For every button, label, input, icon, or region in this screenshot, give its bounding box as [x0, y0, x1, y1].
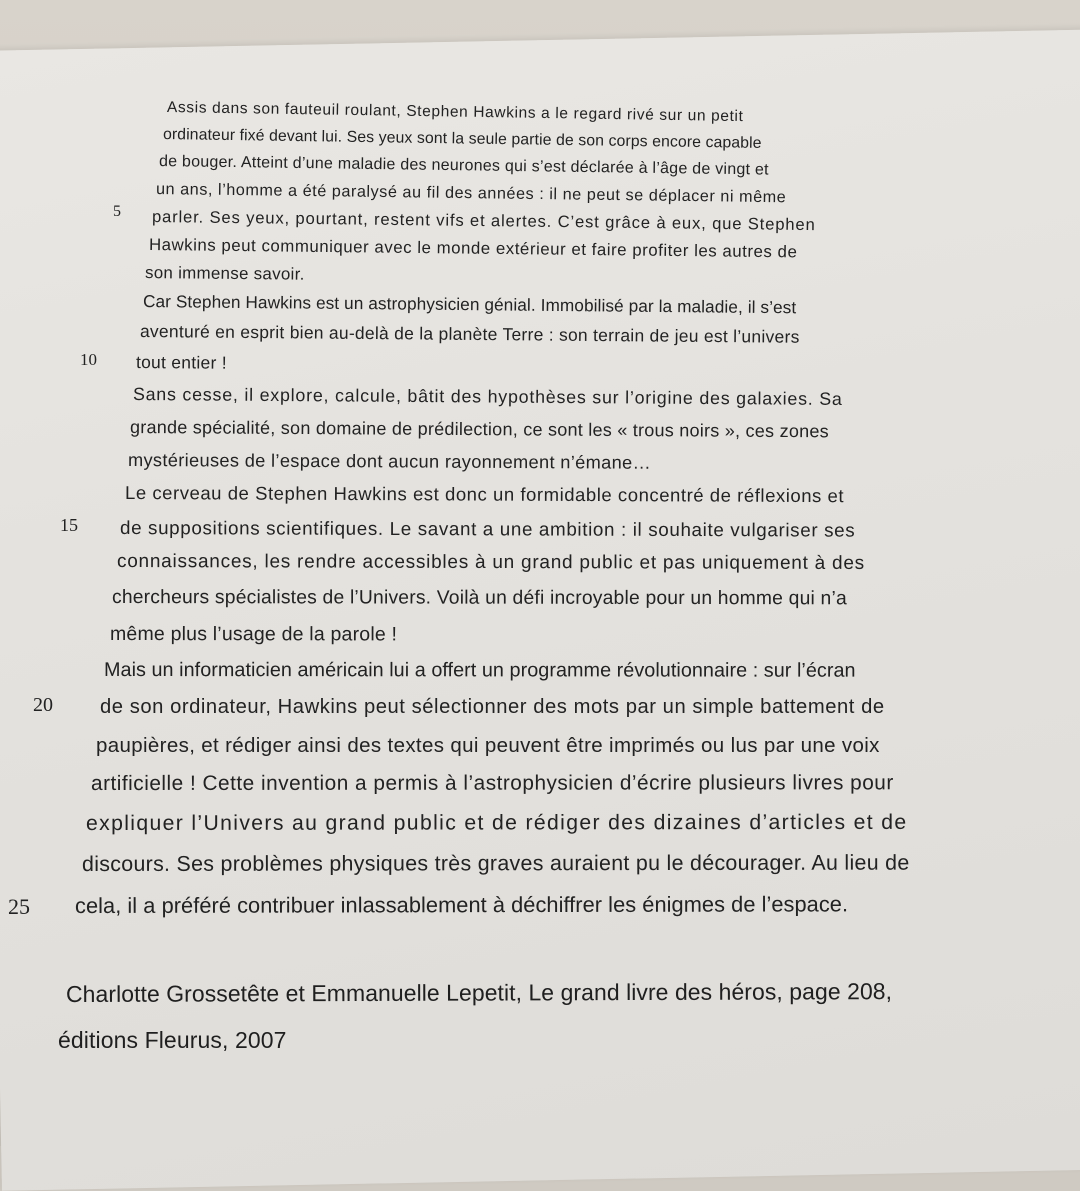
text-line: Mais un informaticien américain lui a offert un programme révolutionnaire : sur l’écran	[103, 659, 856, 682]
text-line: aventuré en esprit bien au-delà de la planète Terre : son terrain de jeu est l’univers	[139, 321, 800, 347]
text-line: chercheurs spécialistes de l’Univers. Voilà un défi incroyable pour un homme qui n’a	[111, 587, 847, 610]
text-line: de bouger. Atteint d’une maladie des neurones qui s’est déclarée à l’âge de vingt et	[158, 153, 769, 179]
text-line: expliquer l’Univers au grand public et de rédiger des dizaines d’articles et de	[85, 810, 908, 835]
text-line: tout entier !	[135, 352, 227, 373]
text-line: Sans cesse, il explore, calcule, bâtit des hypothèses sur l’origine des galaxies. Sa	[132, 384, 843, 409]
text-line: mystérieuses de l’espace dont aucun rayonnement n’émane…	[127, 450, 652, 473]
text-line: discours. Ses problèmes physiques très graves auraient pu le décourager. Au lieu de	[81, 850, 910, 876]
text-line: son immense savoir.	[144, 263, 305, 284]
line-number-5: 5	[113, 203, 121, 220]
text-line: de son ordinateur, Hawkins peut sélectionner des mots par un simple battement de	[100, 696, 885, 718]
text-line: Le cerveau de Stephen Hawkins est donc un formidable concentré de réflexions et	[124, 482, 845, 507]
text-line: Hawkins peut communiquer avec le monde extérieur et faire profiter les autres de	[148, 235, 798, 262]
text-line: un ans, l’homme a été paralysé au fil des années : il ne peut se déplacer ni même	[155, 180, 787, 207]
text-line: même plus l’usage de la parole !	[109, 623, 398, 646]
text-line: de suppositions scientifiques. Le savant a une ambition : il souhaite vulgariser ses	[119, 517, 856, 541]
line-number-10: 10	[80, 350, 97, 369]
line-number-15: 15	[60, 515, 78, 535]
source-credit-line-1: Charlotte Grossetête et Emmanuelle Lepetit, Le grand livre des héros, page 208,	[65, 978, 893, 1007]
text-line: connaissances, les rendre accessibles à un grand public et pas uniquement à des	[116, 551, 865, 574]
text-line: paupières, et rédiger ainsi des textes qui peuvent être imprimés ou lus par une voix	[96, 734, 880, 757]
source-credit-line-2: éditions Fleurus, 2007	[58, 1027, 287, 1053]
text-line: Car Stephen Hawkins est un astrophysicien génial. Immobilisé par la maladie, il s’est	[142, 291, 797, 318]
text-line: grande spécialité, son domaine de prédilection, ce sont les « trous noirs », ces zones	[129, 417, 829, 442]
line-number-25: 25	[8, 894, 30, 919]
line-number-20: 20	[33, 694, 53, 716]
text-line: parler. Ses yeux, pourtant, restent vifs et alertes. C’est grâce à eux, que Stephen	[151, 207, 816, 235]
text-line: Assis dans son fauteuil roulant, Stephen Hawkins a le regard rivé sur un petit	[166, 99, 744, 126]
text-line: cela, il a préféré contribuer inlassablement à déchiffrer les énigmes de l’espace.	[74, 891, 849, 918]
text-line: artificielle ! Cette invention a permis à l’astrophysicien d’écrire plusieurs livres pour	[90, 771, 894, 795]
text-line: ordinateur fixé devant lui. Ses yeux sont la seule partie de son corps encore capable	[162, 126, 762, 152]
